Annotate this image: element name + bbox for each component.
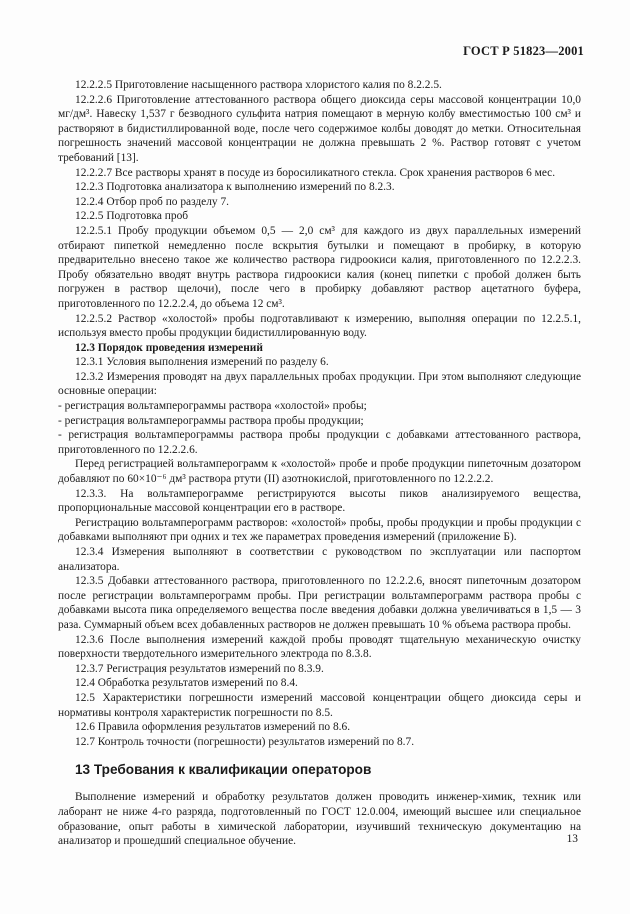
paragraph-12-3-7: 12.3.7 Регистрация результатов измерений по 8.3.9. bbox=[75, 662, 324, 675]
paragraph-12-2-5: 12.2.5 Подготовка проб bbox=[75, 210, 189, 223]
paragraph-12-2-5-1: 12.2.5.1 Пробу продукции объемом 0,5 — 2,0 см³ для каждого из двух параллельных измерений отбирают пипеткой немедленно после вскрытия бутылки и помещают в пробирку, в которую предварительно внесено такое же количество раствора гидроокиси калия, приготовленного по 12.2.2.3. Пробу обязательно вводят внутрь раствора гидроокиси калия (конец пипетки с пробой должен быть погружен в раствор щелочи), после чего в пробирку добавляют раствор ацетатного буфера, приготовленного по 12.2.2.4, до объема 12 см³. bbox=[58, 224, 581, 310]
paragraph-12-3-2: 12.3.2 Измерения проводят на двух параллельных пробах продукции. При этом выполняют следующие основные операции: bbox=[58, 370, 581, 398]
paragraph-12-3-3: 12.3.3. На вольтамперограмме регистрируются высоты пиков анализируемого вещества, пропорциональные массовой концентрации его в растворе. bbox=[58, 487, 581, 515]
document-body bbox=[58, 78, 581, 849]
paragraph-12-2-2-6: 12.2.2.6 Приготовление аттестованного раствора общего диоксида серы массовой концентрации 10,0 мг/дм³. Навеску 1,537 г безводного сульфита натрия помещают в мерную колбу вместимостью 100 см³ и растворяют в бидистиллированной воде, после чего содержимое колбы доводят до метки. Относительная погрешность значений массовой концентрации не должна превышать 2 %. Раствор готовят с учетом требований [13]. bbox=[58, 93, 581, 164]
list-item-blank-sample: - регистрация вольтамперограммы раствора «холостой» пробы; bbox=[58, 400, 367, 413]
section-13-title: 13 Требования к квалификации операторов bbox=[75, 762, 372, 778]
paragraph-12-4: 12.4 Обработка результатов измерений по 8.4. bbox=[75, 677, 298, 690]
paragraph-12-3-5: 12.3.5 Добавки аттестованного раствора, приготовленного по 12.2.2.6, вносят пипеточным дозатором после регистрации вольтамперограмм пробы. При регистрации вольтамперограмм раствора пробы с добавками высота пика определяемого вещества после введения добавки должна увеличиваться в 1,5 — 3 раза. Суммарный объем всех добавленных растворов не должен превышать 10 % объема раствора пробы. bbox=[58, 575, 581, 631]
paragraph-12-3-4: 12.3.4 Измерения выполняют в соответствии с руководством по эксплуатации или паспортом анализатора. bbox=[58, 546, 581, 573]
paragraph-12-5: 12.5 Характеристики погрешности измерений массовой концентрации общего диоксида серы и нормативы контроля характеристик погрешности по 8.5. bbox=[58, 691, 581, 719]
paragraph-12-2-2-5: 12.2.2.5 Приготовление насыщенного раствора хлористого калия по 8.2.2.5. bbox=[75, 79, 442, 91]
paragraph-12-2-3: 12.2.3 Подготовка анализатора к выполнению измерений по 8.2.3. bbox=[75, 181, 395, 194]
paragraph-12-6: 12.6 Правила оформления результатов измерений по 8.6. bbox=[75, 721, 351, 734]
paragraph-12-2-2-7: 12.2.2.7 Все растворы хранят в посуде из боросиликатного стекла. Срок хранения растворов 6 мес. bbox=[75, 166, 556, 179]
list-item-product-sample: - регистрация вольтамперограммы раствора пробы продукции; bbox=[58, 414, 364, 427]
paragraph-before-registration: Перед регистрацией вольтамперограмм к «холостой» пробе и пробе продукции пипеточным дозатором добавляют по 60×10⁻⁶ дм³ раствора ртути (II) азотнокислой, приготовленного по 12.2.2.2. bbox=[58, 458, 581, 486]
paragraph-12-2-5-2: 12.2.5.2 Раствор «холостой» пробы подготавливают к измерению, выполняя операции по 12.2.5.1, используя вместо пробы продукции бидистиллированную воду. bbox=[58, 312, 581, 340]
paragraph-registration-parameters: Регистрацию вольтамперограмм растворов: «холостой» пробы, пробы продукции и пробы продукции с добавками выполняют при одних и тех же параметрах проведения измерений (приложение Б). bbox=[58, 516, 581, 544]
standard-header: ГОСТ Р 51823—2001 bbox=[463, 44, 584, 58]
paragraph-12-2-4: 12.2.4 Отбор проб по разделу 7. bbox=[75, 195, 229, 208]
list-item-product-with-additions: - регистрация вольтамперограммы раствора пробы продукции с добавками аттестованного раствора, приготовленного по 12.2.2.6. bbox=[58, 429, 581, 456]
subsection-heading-12-3: 12.3 Порядок проведения измерений bbox=[75, 341, 263, 354]
paragraph-12-3-1: 12.3.1 Условия выполнения измерений по разделу 6. bbox=[75, 356, 329, 369]
paragraph-12-7: 12.7 Контроль точности (погрешности) результатов измерений по 8.7. bbox=[75, 735, 415, 748]
section-13-text: Выполнение измерений и обработку результатов должен проводить инженер-химик, техник или лаборант не ниже 4-го разряда, подготовленный по ГОСТ 12.0.004, имеющий высшее или специальное образование, опыт работы в химической лаборатории, изучивший техническую документацию на анализатор и прошедший специальное обучение. bbox=[58, 791, 581, 848]
paragraph-12-3-6: 12.3.6 После выполнения измерений каждой пробы проводят тщательную механическую очистку поверхности твердотельного измерительного электрода по 8.3.8. bbox=[58, 633, 581, 661]
page-number: 13 bbox=[566, 833, 578, 845]
